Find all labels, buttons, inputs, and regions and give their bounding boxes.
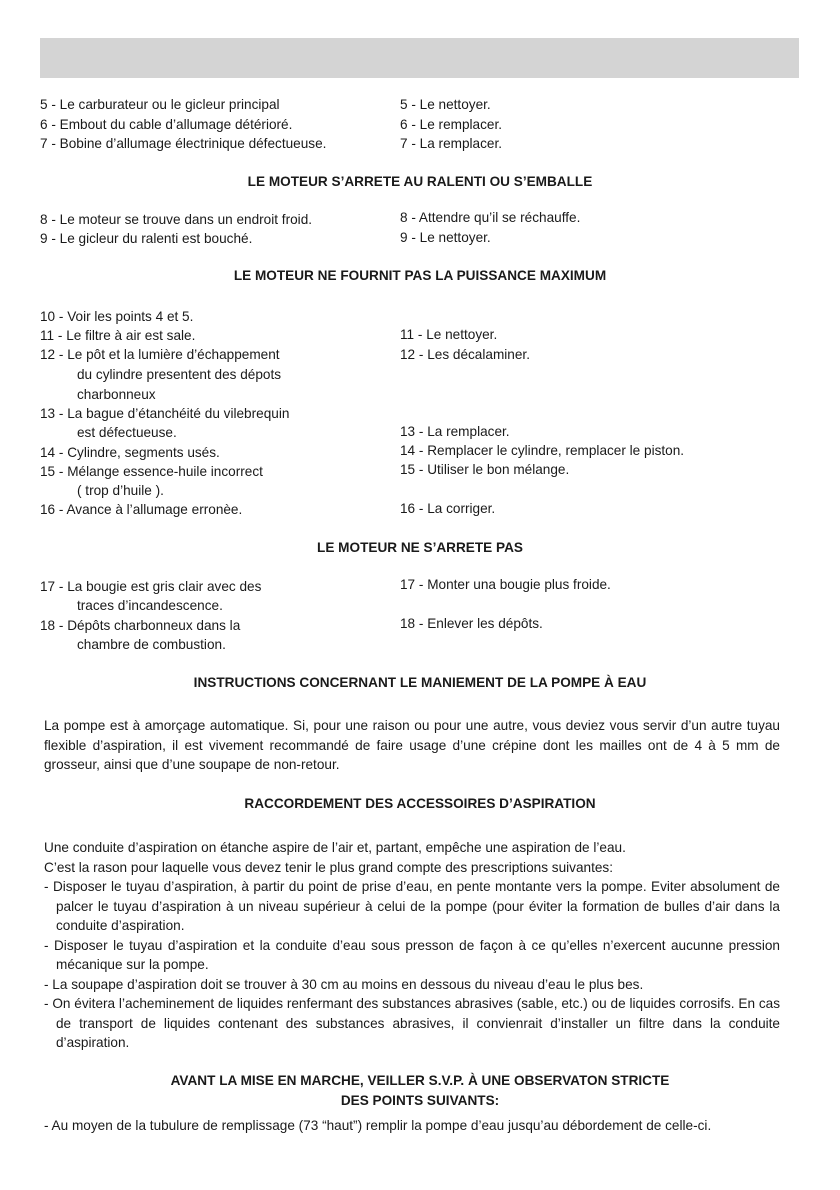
section-title-arrete-pas: LE MOTEUR NE S’ARRETE PAS [317,540,523,555]
header-bar [40,38,799,78]
section-title-puissance: LE MOTEUR NE FOURNIT PAS LA PUISSANCE MAXIMUM [233,268,607,283]
remedy-13: 13 - La remplacer. [400,424,510,439]
section-title-avant-marche-2: DES POINTS SUIVANTS: [340,1093,500,1108]
remedy-7: 7 - La remplacer. [400,136,502,151]
section-title-avant-marche-1: AVANT LA MISE EN MARCHE, VEILLER S.V.P. À UNE OBSERVATON STRICTE [170,1073,670,1088]
cause-15: 15 - Mélange essence-huile incorrect [40,464,263,479]
intro-line-1: Une conduite d’aspiration on étanche aspire de l’air et, partant, empêche une aspiration de l’eau. [44,840,626,855]
bullet-1: - Disposer le tuyau d’aspiration, à partir du point de prise d’eau, en pente montante vers la pompe. Eviter absolument de palcer le tuyau d’aspiration à un niveau supérieur à celui de la pompe (pour éviter la formation de bulles d’air dans la conduite d’aspiration. [44,879,780,933]
cause-12: 12 - Le pôt et la lumière d’échappement [40,347,280,362]
bullet-3: - La soupape d’aspiration doit se trouver à 30 cm au moins en dessous du niveau d’eau le plus bes. [44,976,644,992]
remedy-8: 8 - Attendre qu’il se réchauffe. [400,210,581,225]
cause-7: 7 - Bobine d’allumage électrinique défectueuse. [40,136,327,151]
cause-12-cont-1: du cylindre presentent des dépots [77,367,282,382]
remedy-6: 6 - Le remplacer. [400,117,502,132]
remedy-17: 17 - Monter una bougie plus froide. [400,577,611,592]
bullet-remplissage: - Au moyen de la tubulure de remplissage (73 “haut”) remplir la pompe d’eau jusqu’au débordement de celle-ci. [44,1118,712,1133]
remedy-14: 14 - Remplacer le cylindre, remplacer le piston. [400,443,685,458]
cause-16: 16 - Avance à l’allumage erronèe. [40,502,243,517]
cause-14: 14 - Cylindre, segments usés. [40,445,220,460]
cause-13-cont: est défectueuse. [77,425,177,440]
cause-17-cont: traces d’incandescence. [77,598,223,613]
cause-6: 6 - Embout du cable d’allumage détérioré. [40,117,293,132]
remedy-11: 11 - Le nettoyer. [400,327,498,342]
remedy-18: 18 - Enlever les dépôts. [400,616,543,631]
pompe-text: La pompe est à amorçage automatique. Si, pour une raison ou pour une autre, vous deviez vous servir d’un autre tuyau flexible d’aspiration, il est vivement recommandé de faire usage d’une crépine dont les mailles ont de 4 à 5 mm de grosseur, ainsi que d’une soupape de non-retour. [44,718,780,772]
pompe-paragraph [44,716,780,775]
section-title-raccordement: RACCORDEMENT DES ACCESSOIRES D’ASPIRATION [244,796,596,811]
section-title-pompe: INSTRUCTIONS CONCERNANT LE MANIEMENT DE LA POMPE À EAU [193,675,647,690]
cause-18-cont: chambre de combustion. [77,637,226,652]
cause-5: 5 - Le carburateur ou le gicleur principal [40,97,280,112]
remedy-15: 15 - Utiliser le bon mélange. [400,462,570,477]
cause-10: 10 - Voir les points 4 et 5. [40,309,194,324]
section-title-ralenti: LE MOTEUR S’ARRETE AU RALENTI OU S’EMBALLE [247,174,593,189]
cause-9: 9 - Le gicleur du ralenti est bouché. [40,231,253,246]
avant-marche-paragraph [44,1116,780,1136]
intro-line-2: C’est la rason pour laquelle vous devez tenir le plus grand compte des prescriptions suivantes: [44,859,613,875]
bullet-2: - Disposer le tuyau d’aspiration et la conduite d’eau sous presson de façon à ce qu’elles n’exercent aucunne pression mécanique sur la pompe. [44,937,780,972]
remedy-12: 12 - Les décalaminer. [400,347,530,362]
cause-18: 18 - Dépôts charbonneux dans la [40,618,241,633]
cause-17: 17 - La bougie est gris clair avec des [40,579,262,594]
cause-13: 13 - La bague d’étanchéité du vilebrequin [40,406,290,421]
cause-15-cont: ( trop d’huile ). [77,483,164,498]
bullet-4: - On évitera l’acheminement de liquides renfermant des substances abrasives (sable, etc.) ou de liquides corrosifs. En cas de transport de liquides contenant des substances abrasives, il convienrait d’installer un filtre dans la conduite d’aspiration. [44,996,780,1050]
remedy-9: 9 - Le nettoyer. [400,230,491,245]
raccordement-paragraph [44,838,780,1053]
remedy-16: 16 - La corriger. [400,501,496,516]
remedy-5: 5 - Le nettoyer. [400,97,491,112]
cause-8: 8 - Le moteur se trouve dans un endroit froid. [40,212,313,227]
cause-12-cont-2: charbonneux [77,387,156,402]
cause-11: 11 - Le filtre à air est sale. [40,328,196,343]
